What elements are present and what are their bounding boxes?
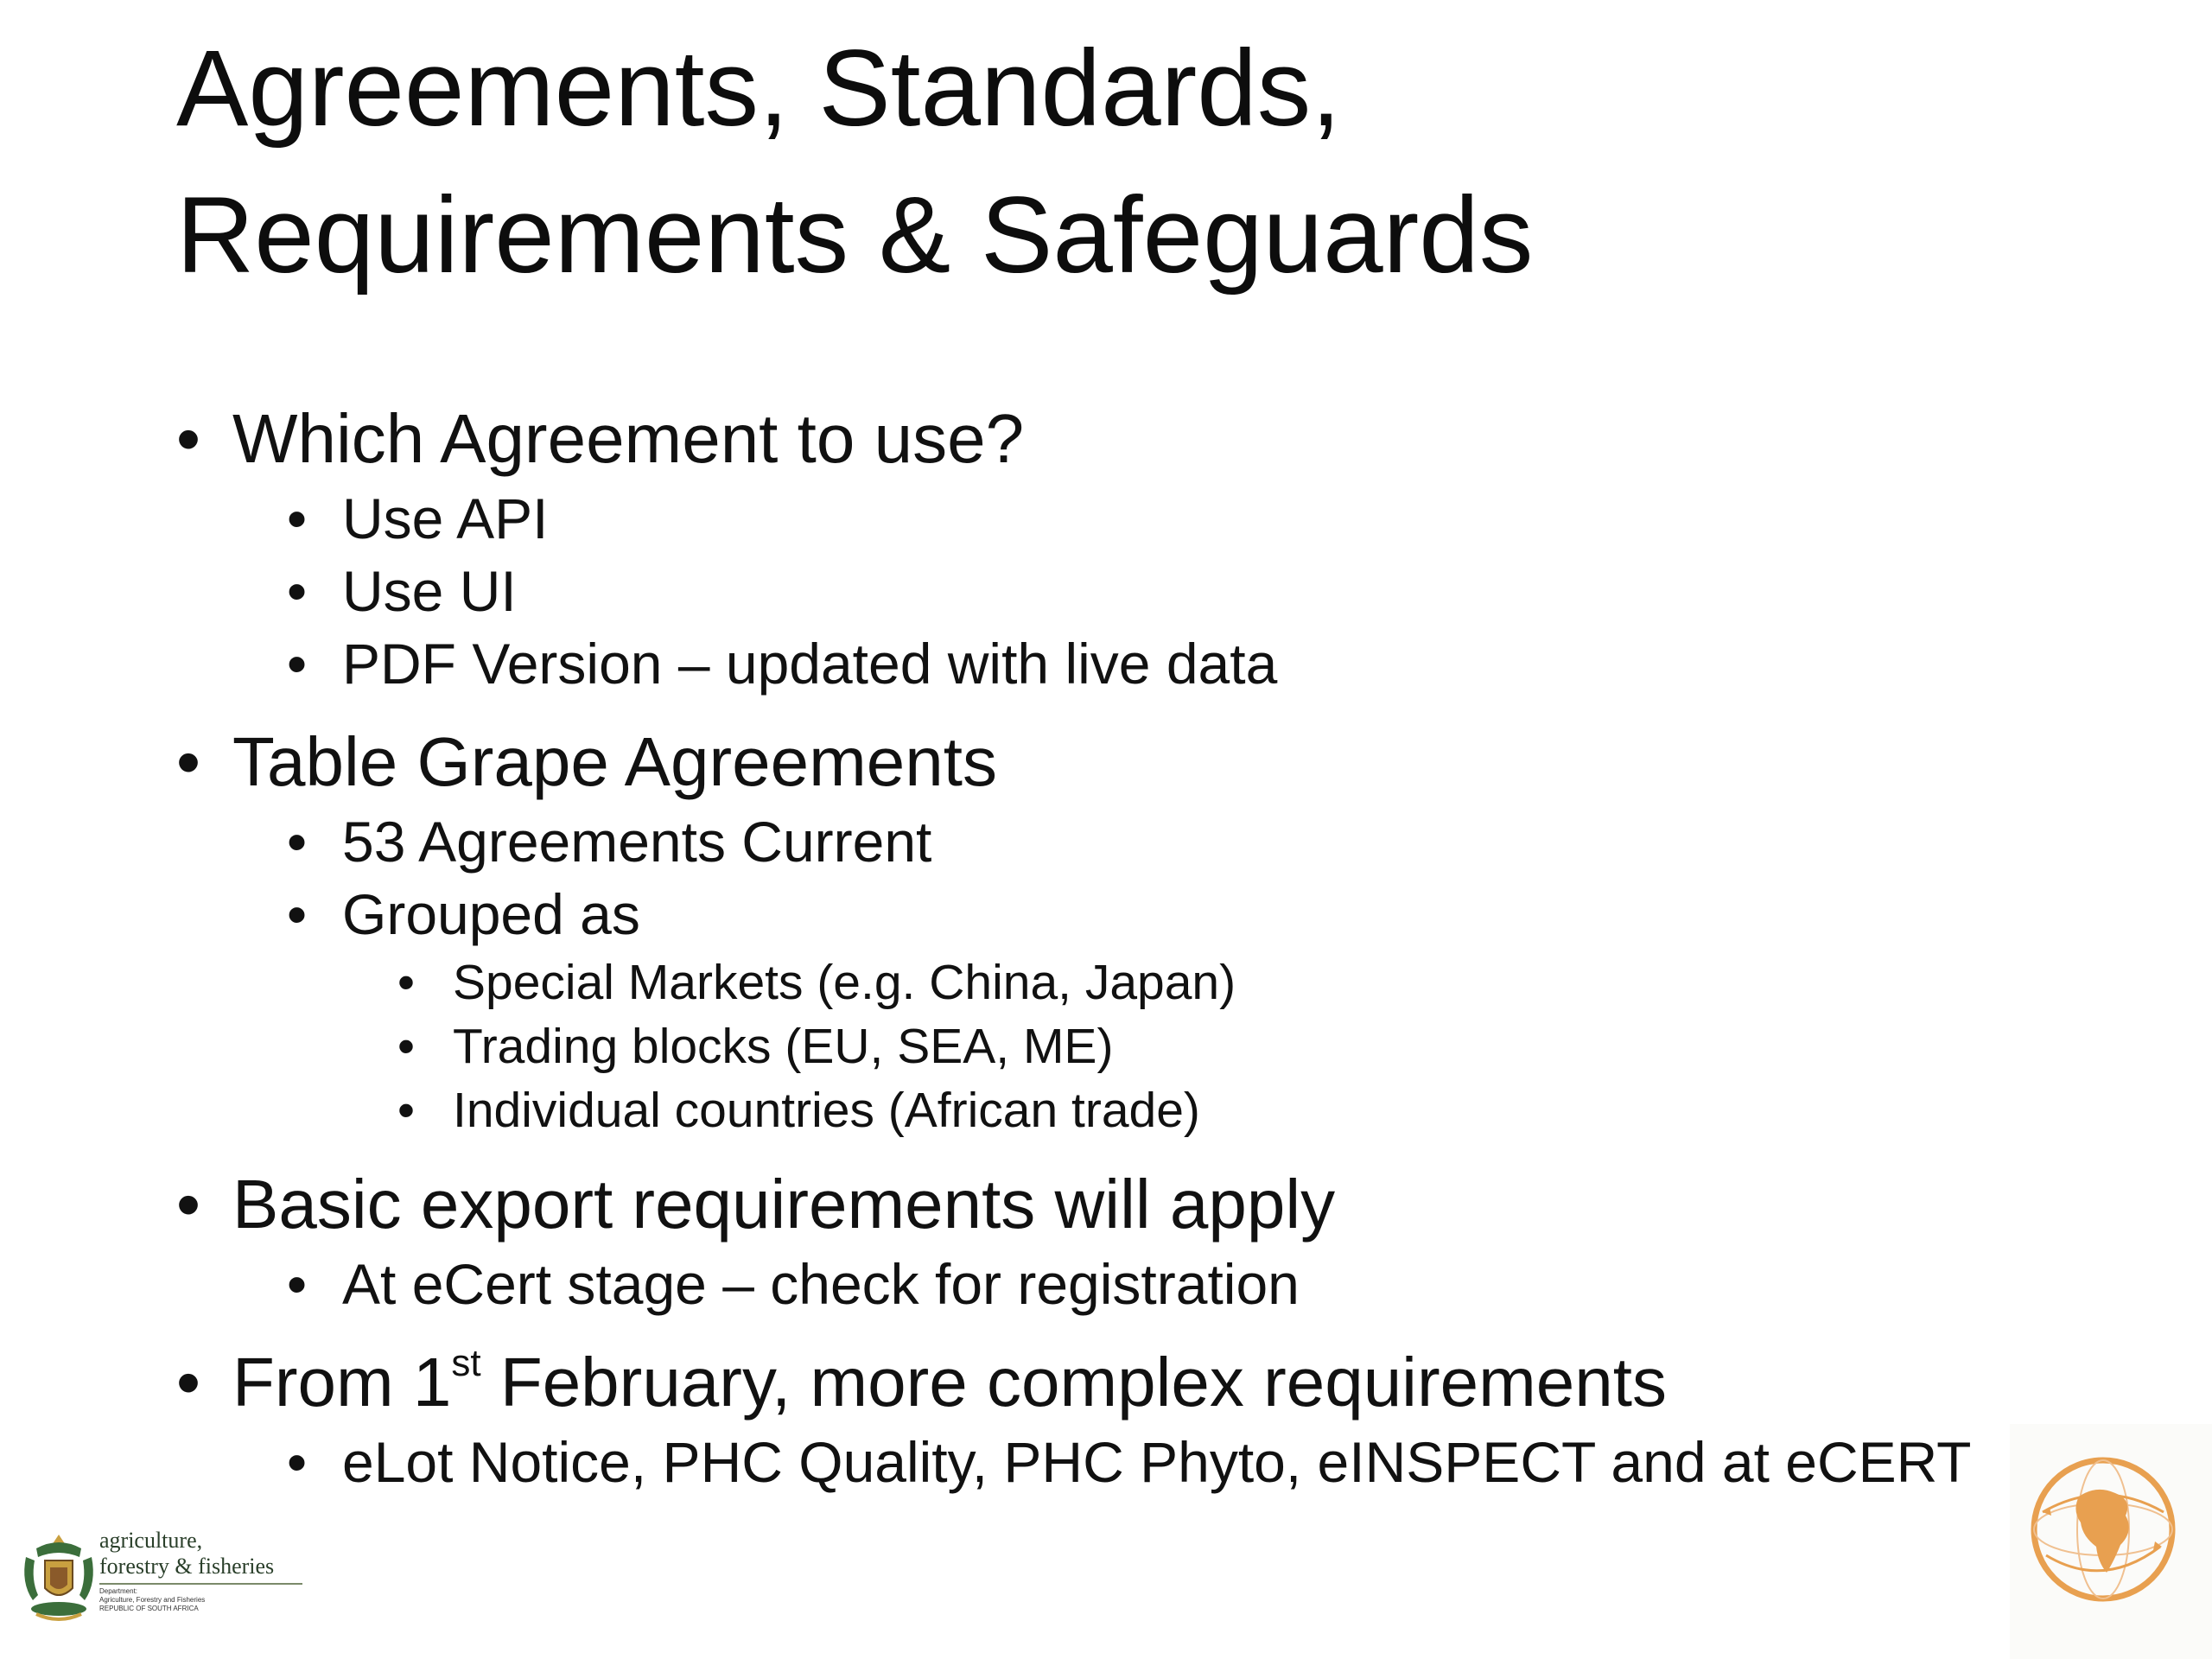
sub-bullet: [176, 1426, 2077, 1498]
bullet-dot-icon: •: [397, 955, 415, 1010]
bullet-text-start: From 1: [232, 1344, 452, 1421]
bullet-from-february: [176, 1339, 2077, 1426]
bullet-dot-icon: •: [287, 882, 308, 946]
bullet-text-end: February, more complex requirements: [480, 1344, 1667, 1421]
department-name: [99, 1528, 302, 1613]
sub-bullet: [176, 627, 2077, 700]
dept-small-line: Agriculture, Forestry and Fisheries: [99, 1596, 206, 1604]
bullet-text: Which Agreement to use?: [232, 400, 1025, 477]
globe-logo: [2010, 1424, 2212, 1659]
sub-sub-bullet: [176, 1078, 2077, 1142]
bullet-basic-export: [176, 1161, 2077, 1248]
bullet-which-agreement: [176, 396, 2077, 482]
coat-of-arms-icon: [19, 1531, 99, 1626]
sub-bullet-text: Use API: [342, 486, 549, 550]
sub-sub-bullet: [176, 1014, 2077, 1078]
bullet-dot-icon: •: [176, 723, 201, 800]
bullet-text: Basic export requirements will apply: [232, 1166, 1336, 1243]
sub-bullet-text: eLot Notice, PHC Quality, PHC Phyto, eINSPECT and at eCERT: [342, 1430, 1972, 1494]
title-line-1: Agreements, Standards,: [176, 29, 1341, 149]
sub-bullet-text: PDF Version – updated with live data: [342, 632, 1278, 696]
sub-bullet-text: 53 Agreements Current: [342, 810, 932, 874]
department-logo: [19, 1528, 296, 1631]
bullet-dot-icon: •: [287, 486, 308, 550]
bullet-dot-icon: •: [287, 1430, 308, 1494]
title-line-2: Requirements & Safeguards: [176, 175, 1534, 296]
sub-bullet-text: Use UI: [342, 559, 517, 623]
bullet-dot-icon: •: [176, 1344, 201, 1421]
sub-bullet: [176, 805, 2077, 878]
slide-title: [176, 16, 2077, 309]
bullet-table-grape: [176, 719, 2077, 805]
bullet-dot-icon: •: [287, 632, 308, 696]
sub-bullet: [176, 482, 2077, 555]
bullet-list: [176, 396, 2077, 1498]
bullet-text: Table Grape Agreements: [232, 723, 997, 800]
sub-sub-bullet: [176, 950, 2077, 1014]
bullet-dot-icon: •: [176, 400, 201, 477]
bullet-dot-icon: •: [397, 1019, 415, 1074]
bullet-dot-icon: •: [287, 559, 308, 623]
dept-divider: [99, 1583, 302, 1585]
dept-small-line: Department:: [99, 1587, 138, 1595]
globe-icon: [2025, 1452, 2181, 1607]
bullet-dot-icon: •: [397, 1083, 415, 1138]
sub-sub-bullet-text: Trading blocks (EU, SEA, ME): [453, 1019, 1114, 1074]
sub-bullet: [176, 555, 2077, 627]
sub-bullet-text: Grouped as: [342, 882, 640, 946]
bullet-dot-icon: •: [287, 1252, 308, 1316]
dept-small-line: REPUBLIC OF SOUTH AFRICA: [99, 1605, 199, 1612]
sub-bullet-text: At eCert stage – check for registration: [342, 1252, 1300, 1316]
sub-bullet: [176, 878, 2077, 950]
ordinal-suffix: st: [451, 1341, 481, 1384]
dept-name-line-2: forestry & fisheries: [99, 1554, 275, 1579]
sub-sub-bullet-text: Special Markets (e.g. China, Japan): [453, 955, 1236, 1010]
bullet-dot-icon: •: [176, 1166, 201, 1243]
bullet-dot-icon: •: [287, 810, 308, 874]
sub-bullet: [176, 1248, 2077, 1320]
dept-name-line-1: agriculture,: [99, 1528, 203, 1553]
sub-sub-bullet-text: Individual countries (African trade): [453, 1083, 1200, 1138]
